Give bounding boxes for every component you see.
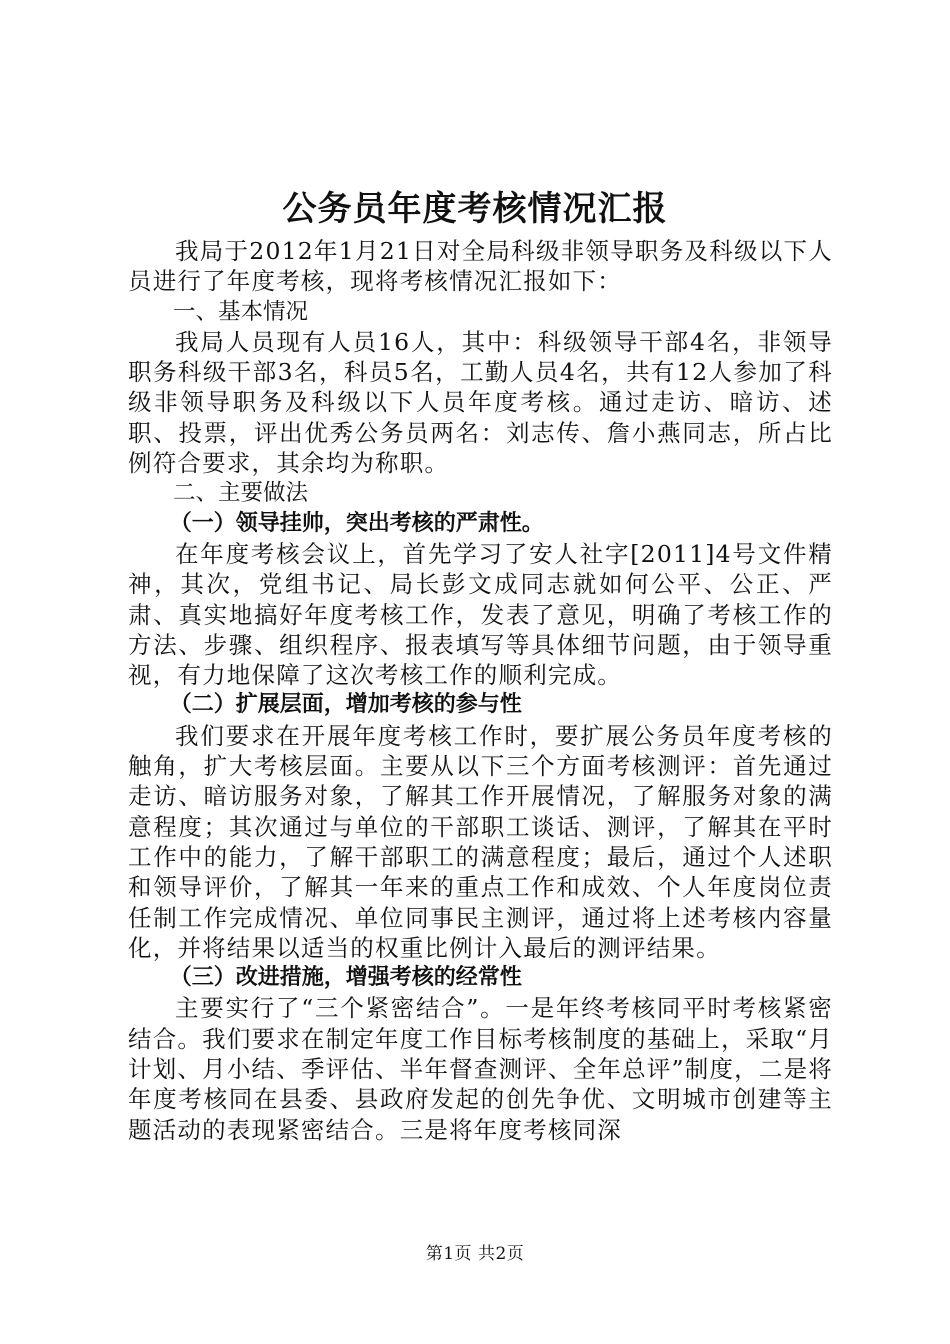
leadership-paragraph: 在年度考核会议上，首先学习了安人社字[2011]4号文件精神，其次，党组书记、局长彭文成同志就如何公平、公正、严肃、真实地搞好年度考核工作，发表了意见，明确了考核工作的方法、步骤、组织程序、报表填写等具体细节问题，由于领导重视，有力地保障了这次考核工作的顺利完成。 xyxy=(128,539,833,690)
document-title: 公务员年度考核情况汇报 xyxy=(282,189,668,229)
basic-situation-paragraph: 我局人员现有人员16人，其中：科级领导干部4名，非领导职务科级干部3名，科员5名，工勤人员4名，共有12人参加了科级非领导职务及科级以下人员年度考核。通过走访、暗访、述职、投票，评出优秀公务员两名：刘志传、詹小燕同志，所占比例符合要求，其余均为称职。 xyxy=(128,327,833,478)
section-heading-basic-situation: 一、基本情况 xyxy=(173,298,309,325)
improve-measures-paragraph: 主要实行了“三个紧密结合”。一是年终考核同平时考核紧密结合。我们要求在制定年度工作目标考核制度的基础上，采取“月计划、月小结、季评估、半年督查测评、全年总评”制度，二是将年度考核同在县委、县政府发起的创先争优、文明城市创建等主题活动的表现紧密结合。三是将年度考核同深 xyxy=(128,994,833,1144)
subsection-heading-improve-measures: （三）改进措施，增强考核的经常性 xyxy=(169,965,522,991)
subsection-heading-leadership: （一）领导挂帅，突出考核的严肃性。 xyxy=(169,510,544,536)
document-body xyxy=(128,236,833,1145)
subsection-heading-expand-scope: （二）扩展层面，增加考核的参与性 xyxy=(169,692,522,718)
expand-scope-paragraph: 我们要求在开展年度考核工作时，要扩展公务员年度考核的触角，扩大考核层面。主要从以下三个方面考核测评：首先通过走访、暗访服务对象，了解其工作开展情况，了解服务对象的满意程度；其次通过与单位的干部职工谈话、测评，了解其在平时工作中的能力，了解干部职工的满意程度；最后，通过个人述职和领导评价，了解其一年来的重点工作和成效、个人年度岗位责任制工作完成情况、单位同事民主测评，通过将上述考核内容量化，并将结果以适当的权重比例计入最后的测评结果。 xyxy=(128,721,833,962)
page-footer: 第1页 共2页 xyxy=(425,1244,525,1264)
intro-paragraph: 我局于2012年1月21日对全局科级非领导职务及科级以下人员进行了年度考核，现将考核情况汇报如下： xyxy=(128,237,833,296)
section-heading-main-practices: 二、主要做法 xyxy=(173,480,309,507)
